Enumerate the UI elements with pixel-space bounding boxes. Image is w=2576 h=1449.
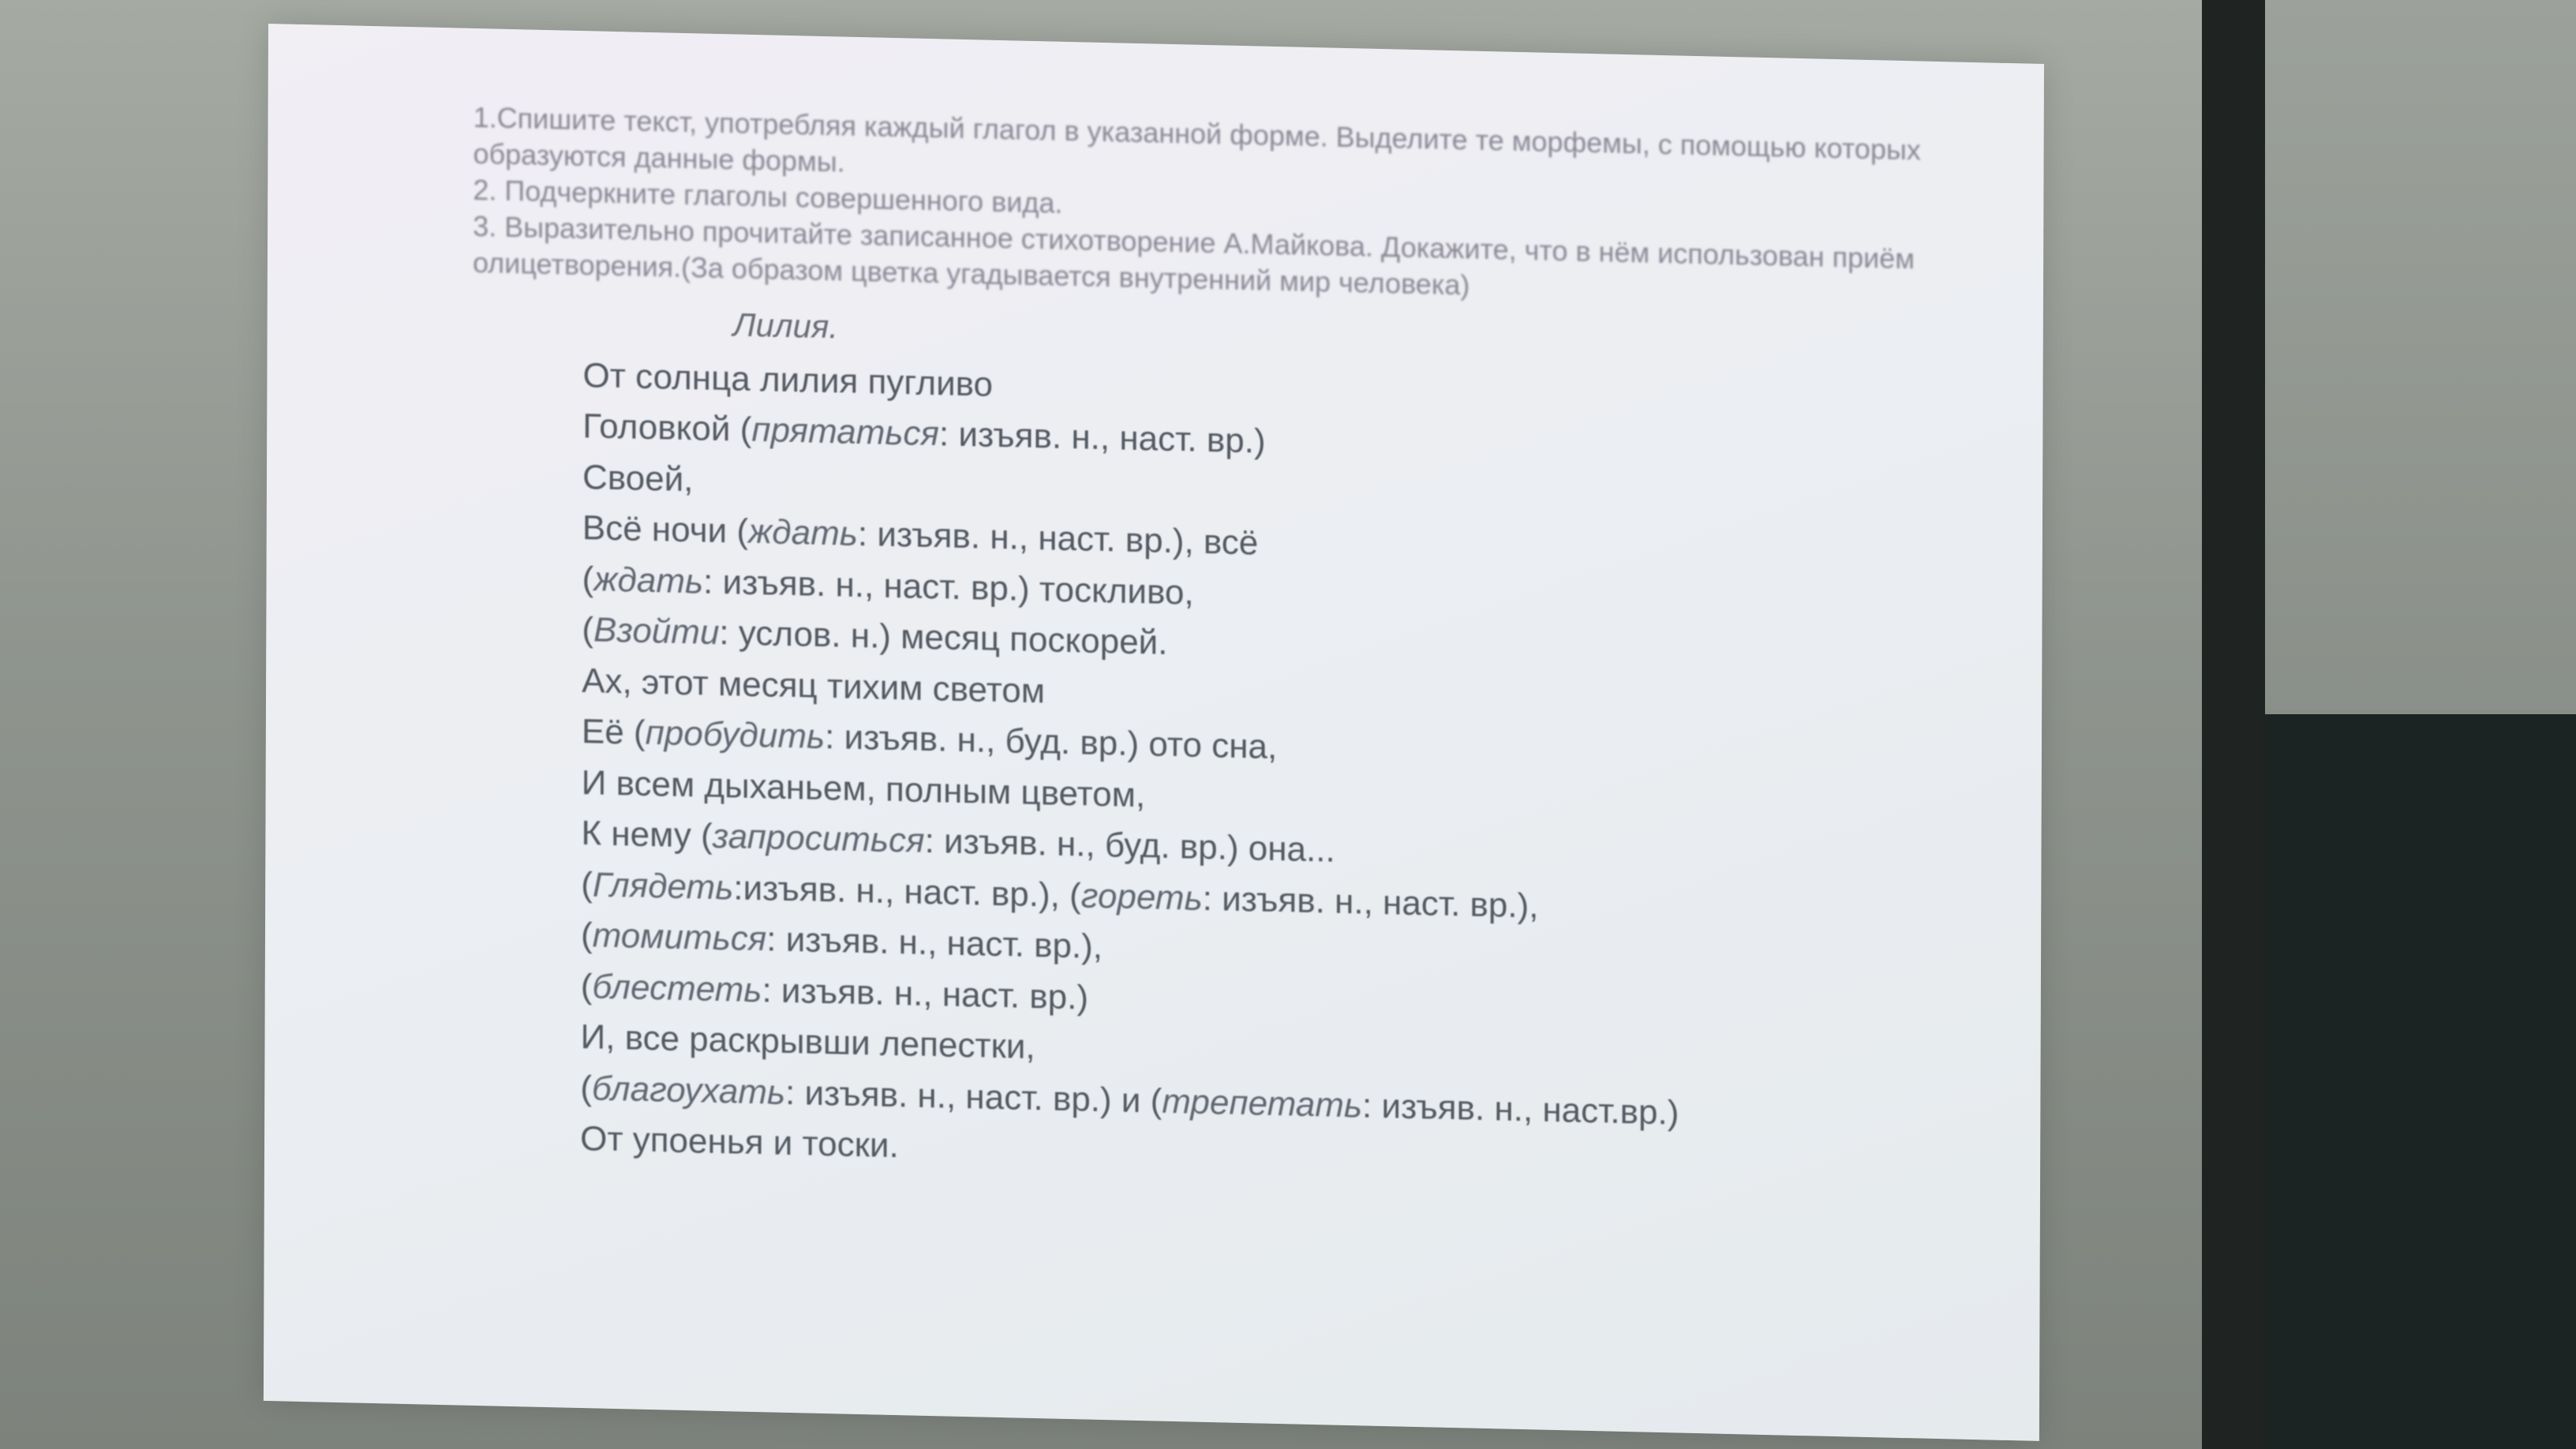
verb-infinitive: пробудить: [645, 713, 826, 757]
verb-infinitive: гореть: [1080, 875, 1203, 918]
verb-infinitive: ждать: [593, 559, 704, 601]
poem-text: (: [580, 915, 593, 955]
poem-text: Её (: [581, 712, 646, 752]
projector-screen: [264, 24, 2044, 1441]
poem-text: : изъяв. н., наст. вр.),: [766, 919, 1103, 966]
poem: [470, 294, 1972, 1196]
verb-infinitive: благоухать: [591, 1068, 786, 1112]
poem-lines: [580, 350, 1972, 1196]
poem-text: : изъяв. н., наст. вр.) и (: [784, 1073, 1163, 1121]
poem-text: : услов. н.) месяц поскорей.: [719, 612, 1168, 662]
verb-infinitive: Взойти: [593, 610, 720, 652]
poem-text: : изъяв. н., буд. вр.) она...: [924, 821, 1335, 870]
poem-text: :изъяв. н., наст. вр.), (: [733, 867, 1081, 915]
poem-text: И, все раскрывши лепестки,: [580, 1017, 1035, 1067]
verb-infinitive: ждать: [747, 511, 858, 553]
chalkboard: [2265, 714, 2576, 1449]
poem-text: : изъяв. н., наст.вр.): [1361, 1085, 1679, 1133]
poem-text: (: [580, 1068, 593, 1107]
verb-infinitive: томиться: [592, 915, 767, 959]
poem-text: (: [582, 559, 594, 598]
poem-text: : изъяв. н., наст. вр.),: [1202, 878, 1539, 926]
instruction-1: 1.Спишите текст, употребляя каждый глагол в указанной форме. Выделите те морфемы, с помощью которых образуются данные формы.: [473, 100, 1921, 178]
instruction-3: 3. Выразительно прочитайте записанное стихотворение А.Майкова. Докажите, что в нём использован приём олицетворения.(За образом цветка угадывается внутренний мир человека): [472, 209, 1915, 301]
poem-text: : изъяв. н., наст. вр.): [938, 414, 1266, 461]
poem-text: (: [582, 610, 594, 650]
poem-text: : изъяв. н., наст. вр.) тоскливо,: [703, 562, 1194, 612]
poem-title: Лилия.: [732, 305, 839, 346]
poem-text: От упоенья и тоски.: [580, 1118, 899, 1166]
verb-infinitive: прятаться: [751, 410, 940, 454]
poem-text: И всем дыханьем, полным цветом,: [581, 762, 1146, 814]
poem-text: (: [581, 864, 593, 904]
poem-text: (: [580, 966, 593, 1005]
verb-infinitive: блестеть: [592, 966, 762, 1009]
slide-content: [470, 99, 1973, 1196]
poem-text: К нему (: [581, 814, 713, 856]
poem-text: Своей,: [582, 457, 694, 499]
poem-text: : изъяв. н., наст. вр.), всё: [857, 514, 1259, 563]
poem-text: Головкой (: [582, 406, 752, 449]
background-wall-upper: [2265, 0, 2576, 710]
poem-text: Ах, этот месяц тихим светом: [582, 661, 1046, 710]
instruction-2: 2. Подчеркните глаголы совершенного вида.: [473, 173, 1063, 219]
poem-text: От солнца лилия пугливо: [582, 355, 994, 404]
poem-text: Всё ночи (: [582, 508, 749, 551]
verb-infinitive: Глядеть: [592, 864, 734, 907]
task-instructions: [473, 99, 1973, 315]
screen-frame-edge: [2202, 0, 2265, 1449]
poem-text: : изъяв. н., буд. вр.) ото сна,: [825, 717, 1278, 767]
poem-text: : изъяв. н., наст. вр.): [762, 970, 1089, 1017]
verb-infinitive: запроситься: [712, 816, 925, 860]
verb-infinitive: трепетать: [1162, 1081, 1363, 1125]
